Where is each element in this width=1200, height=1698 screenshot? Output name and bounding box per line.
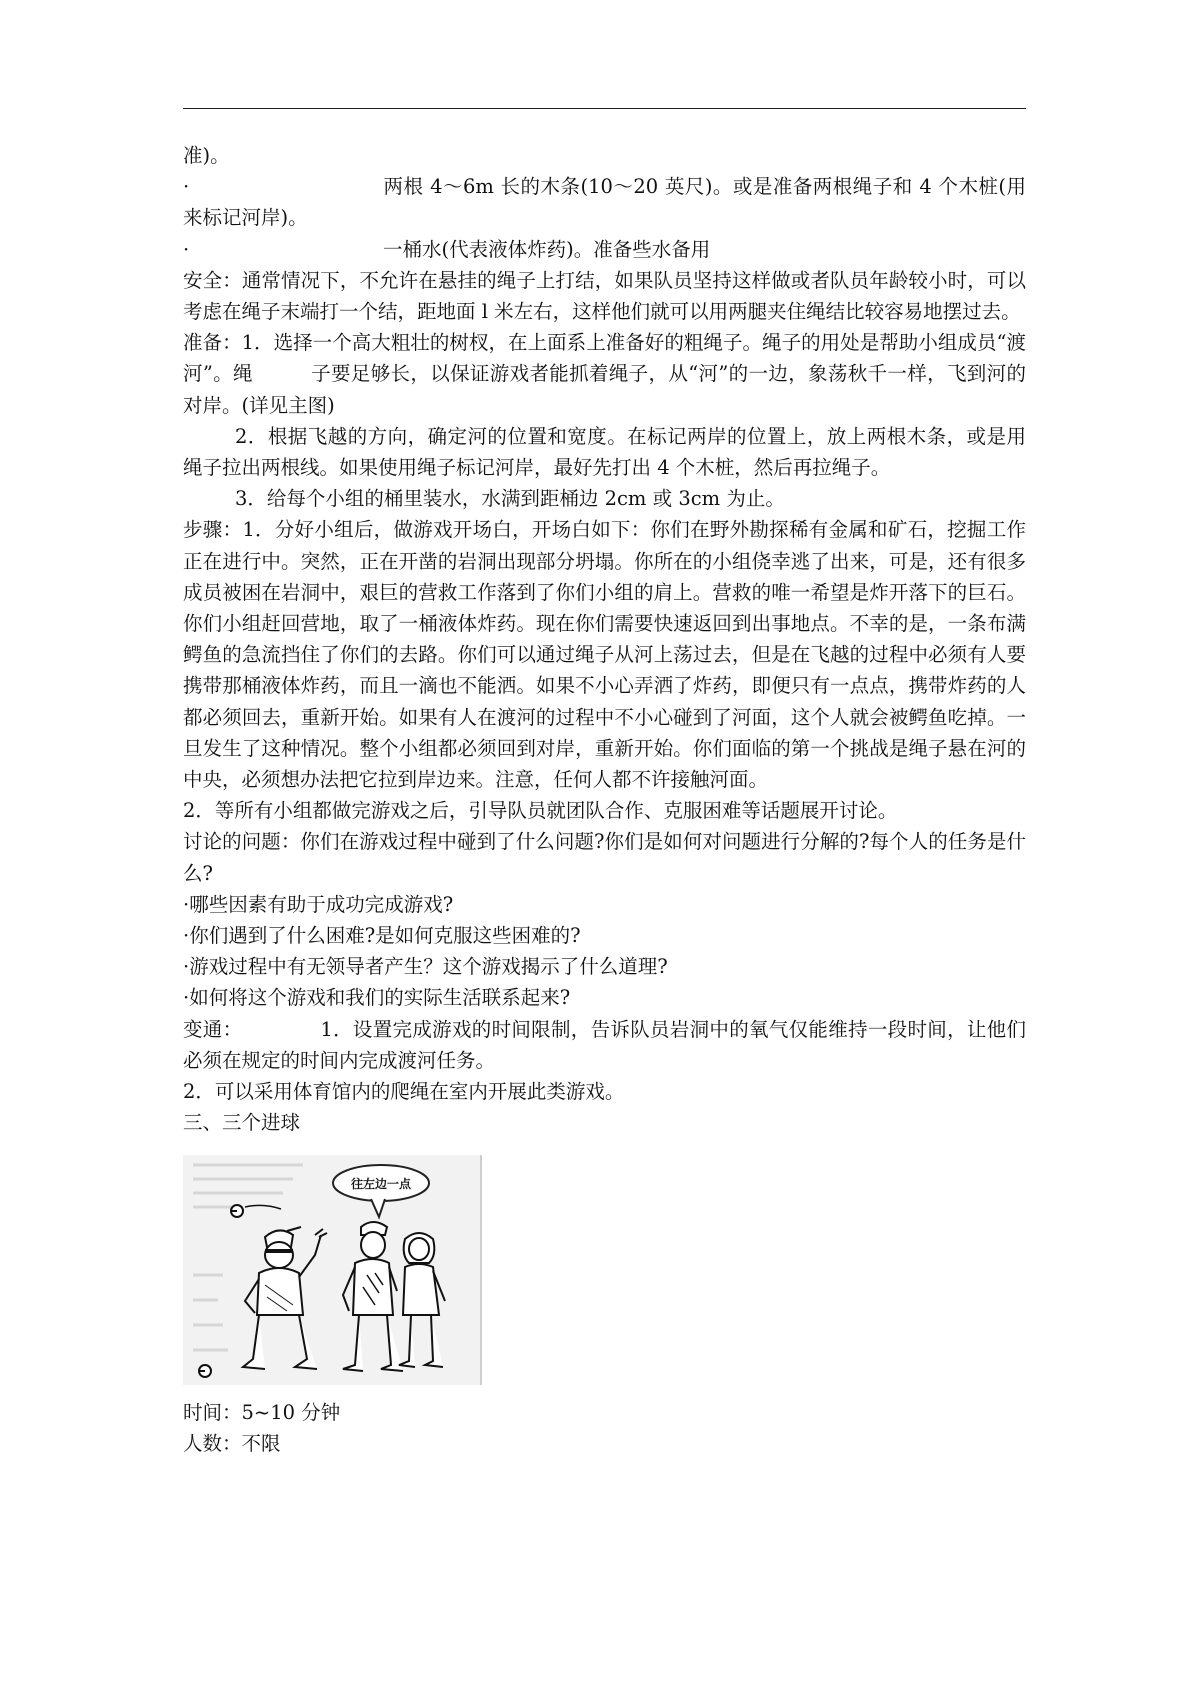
cartoon-illustration (183, 1155, 482, 1385)
variation-label: 变通： (183, 1017, 243, 1041)
preparation-paragraph (183, 327, 1026, 421)
preparation-text-b: 子要足够长，以保证游戏者能抓着绳子，从“河”的一边，象荡秋千一样，飞到河的对岸。(详见主图) (183, 362, 1026, 417)
section-heading: 三、三个进球 (183, 1111, 301, 1135)
cartoon-drawing (183, 1155, 480, 1385)
preparation-step-2: 2．根据飞越的方向，确定河的位置和宽度。在标记两岸的位置上，放上两根木条，或是用绳子拉出两根线。如果使用绳子标记河岸，最好先打出 4 个木桩，然后再拉绳子。 (183, 424, 1026, 480)
discussion-question: ·如何将这个游戏和我们的实际生活联系起来? (183, 986, 571, 1010)
discussion-question: ·你们遇到了什么困难?是如何克服这些困难的? (183, 924, 581, 948)
document-body (183, 140, 1026, 1459)
safety-paragraph: 安全：通常情况下，不允许在悬挂的绳子上打结，如果队员坚持这样做或者队员年龄较小时，可以考虑在绳子末端打一个结，距地面 l 米左右，这样他们就可以用两腿夹住绳结比较容易地摆过去。 (183, 268, 1026, 324)
discussion-question: ·哪些因素有助于成功完成游戏? (183, 892, 454, 916)
materials-item (183, 234, 1026, 265)
discussion-question: ·游戏过程中有无领导者产生？这个游戏揭示了什么道理? (183, 955, 668, 979)
time-info: 时间：5~10 分钟 (183, 1400, 341, 1424)
variation-paragraph-2: 2．可以采用体育馆内的爬绳在室内开展此类游戏。 (183, 1080, 625, 1104)
preparation-step-3: 3．给每个小组的桶里装水，水满到距桶边 2cm 或 3cm 为止。 (235, 487, 785, 511)
materials-text: 一桶水(代表液体炸药)。准备些水备用 (383, 237, 711, 261)
steps-paragraph: 步骤：1．分好小组后，做游戏开场白，开场白如下：你们在野外勘探稀有金属和矿石，挖掘工作正在进行中。突然，正在开凿的岩洞出现部分坍塌。你所在的小组侥幸逃了出来，可是，还有很多成员被困在岩洞中，艰巨的营救工作落到了你们小组的肩上。营救的唯一希望是炸开落下的巨石。你们小组赶回营地，取了一桶液体炸药。现在你们需要快速返回到出事地点。不幸的是，一条布满鳄鱼的急流挡住了你们的去路。你们可以通过绳子从河上荡过去，但是在飞越的过程中必须有人要携带那桶液体炸药，而且一滴也不能洒。如果不小心弄洒了炸药，即便只有一点点，携带炸药的人都必须回去，重新开始。如果有人在渡河的过程中不小心碰到了河面，这个人就会被鳄鱼吃掉。一旦发生了这种情况。整个小组都必须回到对岸，重新开始。你们面临的第一个挑战是绳子悬在河的中央，必须想办法把它拉到岸边来。注意，任何人都不许接触河面。 (183, 518, 1026, 792)
discussion-paragraph: 讨论的问题：你们在游戏过程中碰到了什么问题?你们是如何对问题进行分解的?每个人的任务是什么? (183, 830, 1026, 885)
header-rule (183, 108, 1026, 109)
speech-bubble-text: 往左边一点 (350, 1176, 412, 1191)
variation-text: 1．设置完成游戏的时间限制，告诉队员岩洞中的氧气仅能维持一段时间，让他们必须在规定的时间内完成渡河任务。 (183, 1017, 1026, 1072)
text-line: 准)。 (183, 144, 230, 167)
variation-paragraph (183, 1014, 1026, 1076)
bullet-mark: · (183, 237, 190, 261)
people-info: 人数：不限 (183, 1431, 281, 1455)
materials-item (183, 171, 1026, 233)
preparation-text-a: 准备：1．选择一个高大粗壮的树杈，在上面系上准备好的粗绳子。绳子的用处是帮助小组成员“渡河”。绳 (183, 331, 1026, 386)
steps-paragraph-2: 2．等所有小组都做完游戏之后，引导队员就团队合作、克服困难等话题展开讨论。 (183, 799, 898, 823)
materials-text: 两根 4～6m 长的木条(10～20 英尺)。或是准备两根绳子和 4 个木桩(用来标记河岸)。 (183, 175, 1026, 230)
bullet-mark: · (183, 175, 190, 199)
